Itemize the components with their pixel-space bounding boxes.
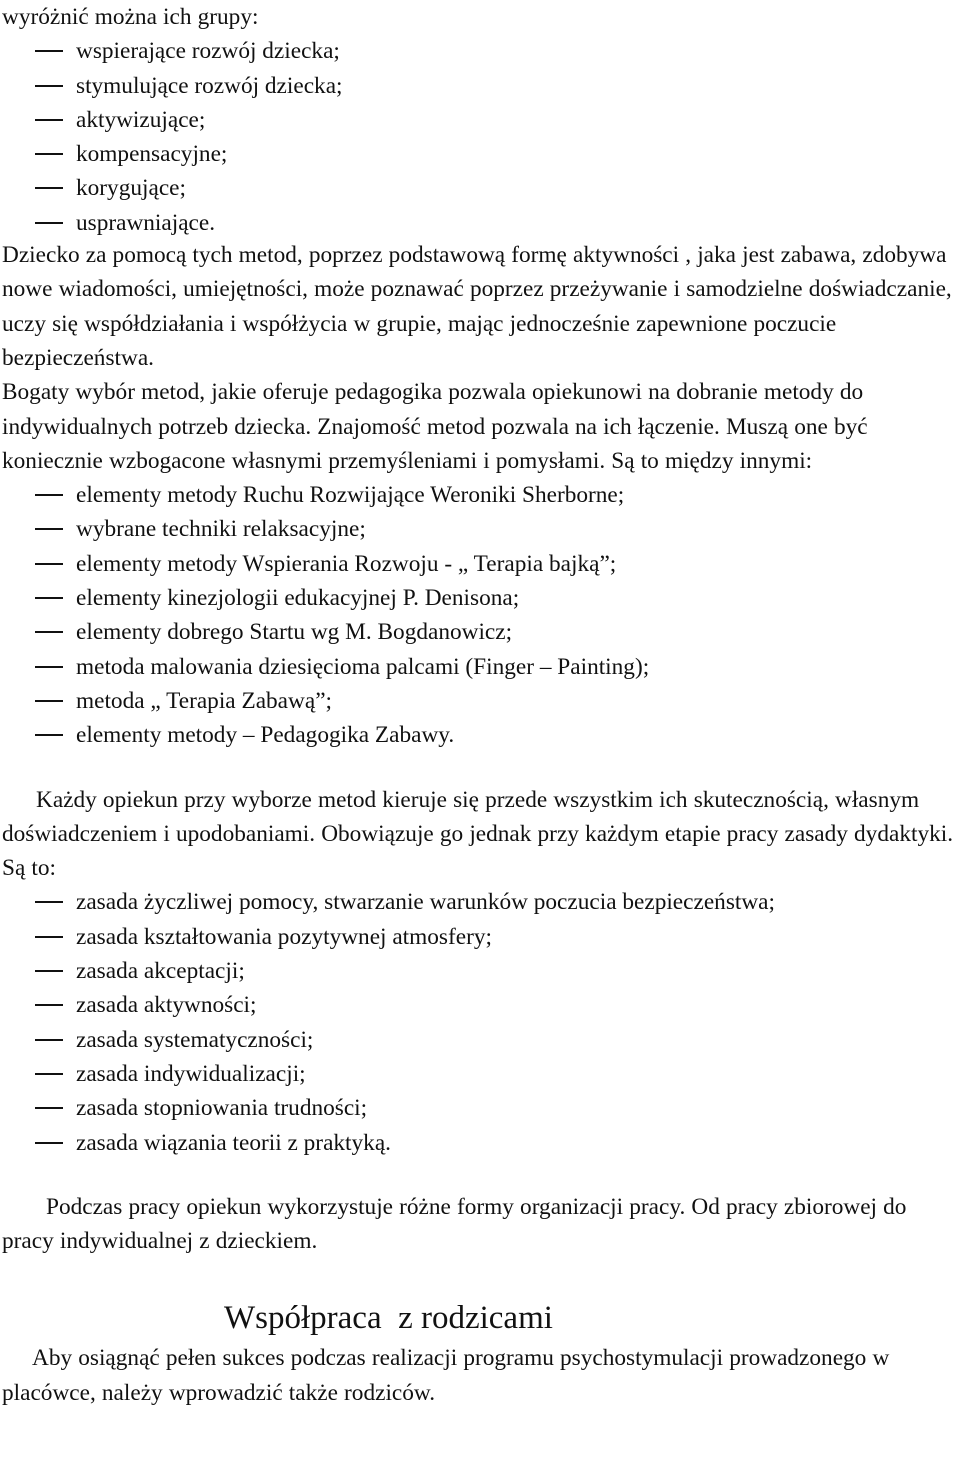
list-item: zasada wiązania teorii z praktyką. [2,1126,958,1160]
list-item: zasada akceptacji; [2,954,958,988]
section-heading: Współpraca z rodzicami [224,1300,553,1337]
list-item: korygujące; [2,171,958,205]
dash-bullet-icon [35,1142,63,1144]
dash-bullet-icon [35,901,63,903]
spacer [2,1258,958,1295]
list-item: elementy metody Ruchu Rozwijające Weroniki Sherborne; [2,478,958,512]
list-item: elementy kinezjologii edukacyjnej P. Denisona; [2,581,958,615]
list-item: zasada systematyczności; [2,1023,958,1057]
list-item: wybrane techniki relaksacyjne; [2,512,958,546]
list-item: wspierające rozwój dziecka; [2,34,958,68]
paragraph-methods-choice: Bogaty wybór metod, jakie oferuje pedagogika pozwala opiekunowi na dobranie metody do indywidualnych potrzeb dziecka. Znajomość metod pozwala na ich łączenie. Muszą one być koniecznie wzbogacone własnymi przemyśleniami i pomysłami. Są to między innymi: [2,379,868,474]
list-item: kompensacyjne; [2,137,958,171]
dash-bullet-icon [35,1004,63,1006]
methods-list [2,478,958,752]
dash-bullet-icon [35,1107,63,1109]
list-item: metoda „ Terapia Zabawą”; [2,684,958,718]
dash-bullet-icon [35,187,63,189]
dash-bullet-icon [35,563,63,565]
principles-list [2,885,958,1159]
list-item: zasada życzliwej pomocy, stwarzanie warunków poczucia bezpieczeństwa; [2,885,958,919]
dash-bullet-icon [35,50,63,52]
dash-bullet-icon [35,970,63,972]
dash-bullet-icon [35,1073,63,1075]
dash-bullet-icon [35,494,63,496]
spacer [2,753,958,783]
list-item: metoda malowania dziesięcioma palcami (Finger – Painting); [2,650,958,684]
list-item: stymulujące rozwój dziecka; [2,69,958,103]
list-item: zasada indywidualizacji; [2,1057,958,1091]
dash-bullet-icon [35,528,63,530]
list-item: elementy metody Wspierania Rozwoju - „ Terapia bajką”; [2,547,958,581]
list-item: elementy metody – Pedagogika Zabawy. [2,718,958,752]
dash-bullet-icon [35,119,63,121]
document-page [2,0,958,1410]
list-item: zasada aktywności; [2,988,958,1022]
paragraph-methods-purpose: Dziecko za pomocą tych metod, poprzez podstawową formę aktywności , jaka jest zabawa, zdobywa nowe wiadomości, umiejętności, może poznawać poprzez przeżywanie i samodzielne doświadczanie, uczy się współdziałania i współżycia w grupie, mając jednocześnie zapewnione poczucie bezpieczeństwa. [2,242,952,371]
paragraph-rodzice: Aby osiągnąć pełen sukces podczas realizacji programu psychostymulacji prowadzonego w placówce, należy wprowadzić także rodziców. [2,1345,890,1406]
dash-bullet-icon [35,153,63,155]
paragraph-organizacja: Podczas pracy opiekun wykorzystuje różne formy organizacji pracy. Od pracy zbiorowej do pracy indywidualnej z dzieckiem. [2,1193,907,1255]
dash-bullet-icon [35,85,63,87]
dash-bullet-icon [35,222,63,224]
list-item: aktywizujące; [2,103,958,137]
dash-bullet-icon [35,700,63,702]
list-item: elementy dobrego Startu wg M. Bogdanowicz; [2,615,958,649]
method-groups-list [2,34,958,240]
list-item: usprawniające. [2,206,958,240]
list-item: zasada kształtowania pozytywnej atmosfery; [2,920,958,954]
paragraph-opiekun: Każdy opiekun przy wyborze metod kieruje się przede wszystkim ich skutecznością, własnym doświadczeniem i upodobaniami. Obowiązuje go jednak przy każdym etapie pracy zasady dydaktyki. [2,786,954,847]
principles-intro: Są to: [2,855,57,882]
intro-line: wyróżnić można ich grupy: [2,4,259,30]
spacer [2,1160,958,1190]
dash-bullet-icon [35,597,63,599]
dash-bullet-icon [35,734,63,736]
dash-bullet-icon [35,666,63,668]
dash-bullet-icon [35,1039,63,1041]
list-item: zasada stopniowania trudności; [2,1091,958,1125]
dash-bullet-icon [35,631,63,633]
dash-bullet-icon [35,936,63,938]
